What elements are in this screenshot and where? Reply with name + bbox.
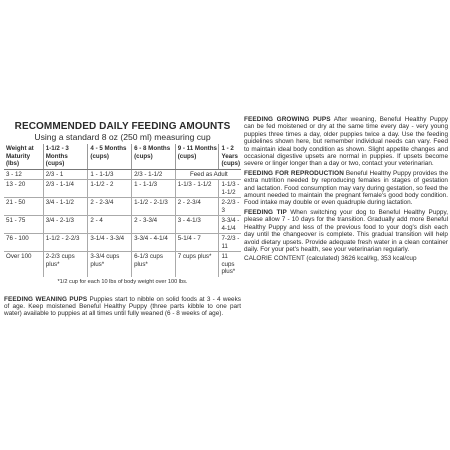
- feeding-amounts-subtitle: Using a standard 8 oz (250 ml) measuring cup: [34, 132, 211, 142]
- table-row: [4, 198, 241, 216]
- table-row: [4, 252, 241, 277]
- feeding-amounts-title: RECOMMENDED DAILY FEEDING AMOUNTS: [14, 121, 231, 132]
- column-header: 6 - 8 Months (cups): [132, 144, 176, 169]
- table-cell: 2/3 - 1-1/2: [132, 169, 176, 180]
- weaning-heading: FEEDING WEANING PUPS: [4, 295, 88, 303]
- table-cell: 2-2/3 cups plus*: [43, 252, 88, 277]
- tip-heading: FEEDING TIP: [244, 208, 287, 216]
- table-cell: 2-2/3 - 3: [219, 198, 241, 216]
- table-cell: 3 - 12: [4, 169, 43, 180]
- table-footnote: *1/2 cup for each 10 lbs of body weight over 100 lbs.: [57, 278, 188, 285]
- growing-text: After weaning, Beneful Healthy Puppy can be fed moistened or dry at the same time every day - very young puppies three times a day, older puppies twice a day. Use the feeding guidelines shown here, but remember individual needs can vary. Feed to maintain ideal body condition as shown. Slight appetite changes and occasional digestive upsets are normal in puppies. If upsets become severe or linger longer than a day or two, contact your veterinarian.: [244, 116, 448, 168]
- table-cell: 3-3/4 - 4-1/4: [132, 234, 176, 252]
- table-cell: 3-3/4 cups plus*: [88, 252, 132, 277]
- feeding-table: [4, 144, 241, 277]
- column-header: 9 - 11 Months (cups): [175, 144, 219, 169]
- table-cell: 13 - 20: [4, 180, 43, 198]
- table-row: [4, 169, 241, 180]
- table-cell: 1 - 1-1/3: [132, 180, 176, 198]
- weaning-section: [4, 296, 241, 318]
- tip-text: When switching your dog to Beneful Healthy Puppy, please allow 7 - 10 days for the transition. Gradually add more Beneful Healthy Puppy and less of the previous food to your dog's dish each day until the changeover is complete. This gradual transition will help avoid dietary upsets. Provide adequate fresh water in a clean container daily. For your pet's health, see your veterinarian regularly.: [244, 208, 448, 253]
- table-cell: 1-1/3 - 1-1/2: [175, 180, 219, 198]
- table-row: [4, 180, 241, 198]
- table-cell: 3-3/4 - 4-1/4: [219, 216, 241, 234]
- table-cell: 3/4 - 1-1/2: [43, 198, 88, 216]
- table-cell: 5-1/4 - 7: [175, 234, 219, 252]
- table-cell: 7 cups plus*: [175, 252, 219, 277]
- table-cell: 3/4 - 2-1/3: [43, 216, 88, 234]
- table-cell: 1 - 1-1/3: [88, 169, 132, 180]
- table-cell: 1-1/3 - 1-1/2: [219, 180, 241, 198]
- table-cell: 11 cups plus*: [221, 253, 236, 275]
- table-cell: 21 - 50: [4, 198, 43, 216]
- table-cell: 1-1/2 - 2-1/3: [132, 198, 176, 216]
- table-header-row: [4, 144, 241, 169]
- table-cell: Over 100: [4, 252, 43, 277]
- weaning-text: Puppies start to nibble on solid foods at 3 - 4 weeks of age. Keep moistened Beneful Healthy Puppy (three parts kibble to one part water) available to puppies at all times until fully weaned (6 - 8 weeks of age).: [4, 295, 241, 318]
- tip-section: [244, 209, 448, 253]
- column-header: 1-1/2 - 3 Months (cups): [43, 144, 88, 169]
- column-header: Weight at Maturity (lbs): [4, 144, 43, 169]
- table-cell: 2 - 3-3/4: [132, 216, 176, 234]
- reproduction-text: Beneful Healthy Puppy provides the extra nutrition needed by reproducing females in stages of gestation and lactation. Food consumption may vary during gestation, so feed the amount needed to maintain the pregnant female's good body condition. Food intake may double or even quadruple during lactation.: [244, 169, 449, 207]
- table-cell: 2/3 - 1: [43, 169, 88, 180]
- growing-heading: FEEDING GROWING PUPS: [244, 116, 331, 123]
- table-cell: 3-1/4 - 3-3/4: [88, 234, 132, 252]
- column-header: 4 - 5 Months (cups): [88, 144, 132, 169]
- table-cell: 51 - 75: [4, 216, 43, 234]
- column-header: 1 - 2 Years (cups): [219, 144, 241, 169]
- table-cell: 1-1/2 - 2: [88, 180, 132, 198]
- table-cell: 6-1/3 cups plus*: [132, 252, 176, 277]
- growing-section: [244, 116, 448, 168]
- table-row: [4, 234, 241, 252]
- table-cell: 2 - 2-3/4: [175, 198, 219, 216]
- table-cell: 2/3 - 1-1/4: [43, 180, 88, 198]
- table-row: [4, 216, 241, 234]
- calorie-content: CALORIE CONTENT (calculated) 3626 kcal/kg, 353 kcal/cup: [244, 255, 417, 263]
- table-cell: 7-2/3 - 11: [219, 234, 241, 252]
- feed-as-adult-cell: Feed as Adult: [175, 169, 241, 180]
- table-cell: 1-1/2 - 2-2/3: [43, 234, 88, 252]
- feeding-label: [0, 104, 450, 349]
- left-column: [4, 116, 241, 320]
- table-cell: 76 - 100: [4, 234, 43, 252]
- reproduction-section: [244, 170, 448, 207]
- right-column: [244, 116, 448, 263]
- table-cell: 2 - 4: [88, 216, 132, 234]
- reproduction-heading: FEEDING FOR REPRODUCTION: [244, 169, 344, 177]
- table-cell: 2 - 2-3/4: [88, 198, 132, 216]
- table-cell: 3 - 4-1/3: [175, 216, 219, 234]
